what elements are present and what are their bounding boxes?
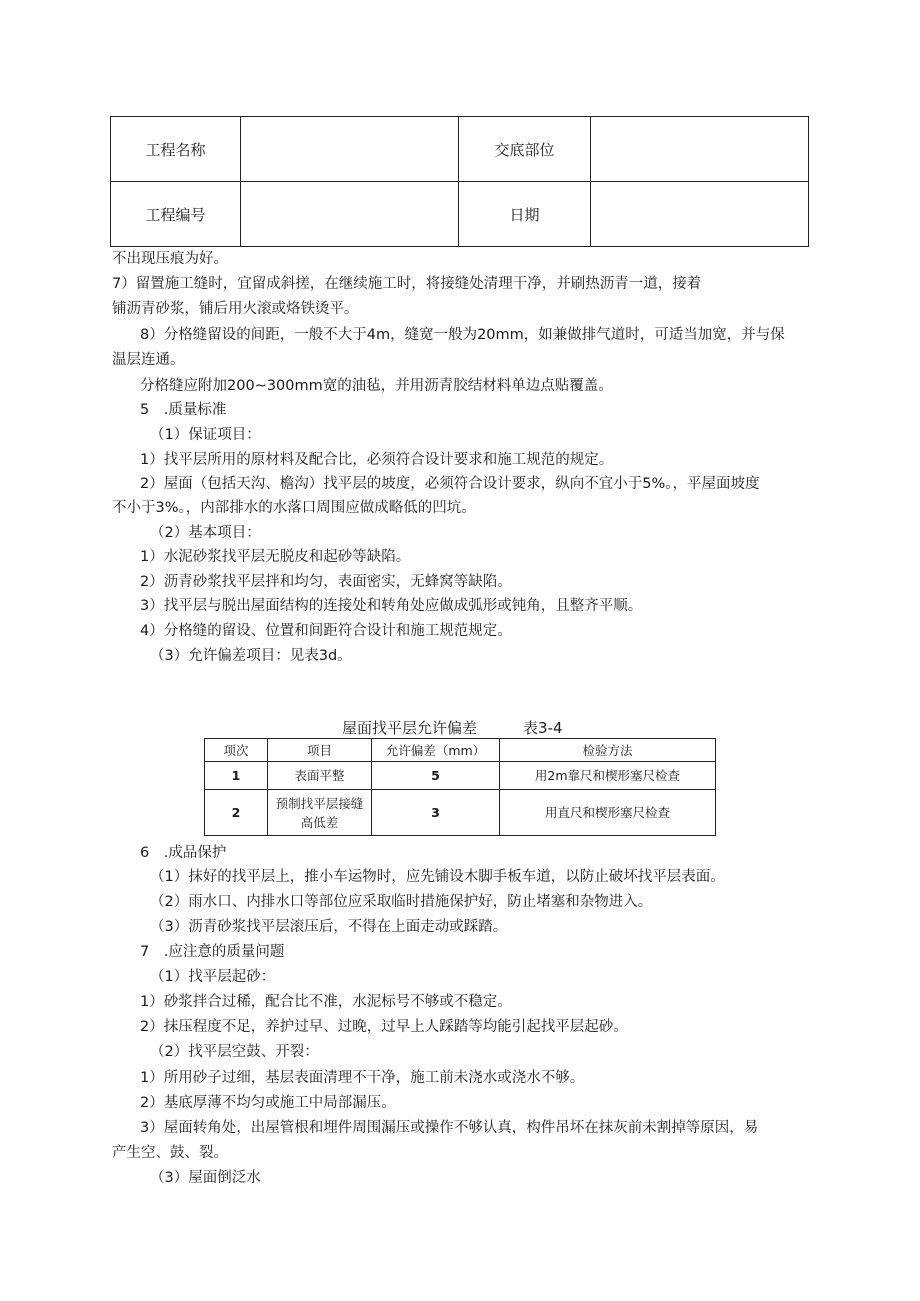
body-line: 1）找平层所用的原材料及配合比，必须符合设计要求和施工规范的规定。 (140, 452, 614, 468)
project-no-value (241, 182, 459, 247)
row-no: 1 (205, 762, 268, 790)
body-line: 2）抹压程度不足，养护过早、过晚，过早上人踩踏等均能引起找平层起砂。 (140, 1019, 628, 1035)
subsection-heading: （3）屋面倒泛水 (150, 1170, 261, 1186)
section-heading: 7 .应注意的质量问题 (140, 944, 285, 960)
row-tolerance: 5 (372, 762, 500, 790)
subsection-heading: （1）找平层起砂： (150, 969, 276, 985)
body-line: 分格缝应附加200~300mm宽的油毡，并用沥青胶结材料单边点贴覆盖。 (140, 378, 613, 394)
handover-part-label: 交底部位 (459, 117, 591, 182)
row-method: 用2m靠尺和楔形塞尺检查 (500, 762, 716, 790)
body-line: 2）屋面（包括天沟、檐沟）找平层的坡度，必须符合设计要求，纵向不宜小于5%。，平屋面坡度 (140, 476, 760, 492)
table-caption-title: 屋面找平层允许偏差 (342, 719, 478, 737)
section-heading: 5 .质量标准 (140, 402, 227, 418)
body-line: 1）砂浆拌合过稀，配合比不准，水泥标号不够或不稳定。 (140, 994, 512, 1010)
body-line: 8）分格缝留设的间距，一般不大于4m，缝宽一般为20mm，如兼做排气道时，可适当加宽，并与保 (140, 327, 785, 343)
body-line: 温层连通。 (112, 352, 185, 368)
date-label: 日期 (459, 182, 591, 247)
body-line: 1）所用砂子过细，基层表面清理不干净，施工前未浇水或浇水不够。 (140, 1070, 585, 1086)
deviation-table (204, 738, 716, 836)
col-header-no: 项次 (205, 739, 268, 762)
body-line: 铺沥青砂浆，铺后用火滚或烙铁烫平。 (112, 301, 359, 317)
row-item-line2: 高低差 (300, 814, 339, 830)
body-line: 不出现压痕为好。 (112, 251, 228, 267)
row-tolerance: 3 (372, 790, 500, 836)
date-value (591, 182, 809, 247)
row-item-line1: 预制找平层接缝 (275, 795, 364, 811)
subsection-heading: （3）允许偏差项目：见表3d。 (150, 648, 352, 664)
body-line: （2）雨水口、内排水口等部位应采取临时措施保护好，防止堵塞和杂物进入。 (150, 894, 653, 910)
header-table (110, 116, 809, 247)
subsection-heading: （1）保证项目： (150, 427, 261, 443)
body-line: 产生空、鼓、裂。 (112, 1145, 228, 1161)
project-name-value (241, 117, 459, 182)
table-row (205, 790, 716, 836)
body-line: 不小于3%。，内部排水的水落口周围应做成略低的凹坑。 (112, 500, 476, 516)
project-name-label: 工程名称 (111, 117, 241, 182)
deviation-table-header (205, 739, 716, 762)
col-header-method: 检验方法 (500, 739, 716, 762)
table-row (205, 762, 716, 790)
row-item (268, 790, 372, 836)
body-line: 3）屋面转角处，出屋管根和埋件周围漏压或操作不够认真，构件吊坏在抹灰前未割掉等原因，易 (140, 1120, 759, 1136)
body-line: 1）水泥砂浆找平层无脱皮和起砂等缺陷。 (140, 549, 411, 565)
body-line: 2）基底厚薄不均匀或施工中局部漏压。 (140, 1095, 396, 1111)
col-header-item: 项目 (268, 739, 372, 762)
body-line: 3）找平层与脱出屋面结构的连接处和转角处应做成弧形或钝角，且整齐平顺。 (140, 598, 643, 614)
row-item: 表面平整 (268, 762, 372, 790)
project-no-label: 工程编号 (111, 182, 241, 247)
col-header-tolerance: 允许偏差（mm） (372, 739, 500, 762)
table-caption (342, 717, 563, 738)
body-line: 7）留置施工缝时，宜留成斜搓，在继续施工时，将接缝处清理干净，并刷热沥青一道，接着 (112, 276, 702, 292)
body-line: 2）沥青砂浆找平层拌和均匀，表面密实，无蜂窝等缺陷。 (140, 574, 512, 590)
section-heading: 6 .成品保护 (140, 845, 227, 861)
subsection-heading: （2）找平层空鼓、开裂： (150, 1044, 319, 1060)
table-number: 表3-4 (523, 719, 563, 737)
handover-part-value (591, 117, 809, 182)
body-line: （1）抹好的找平层上，推小车运物时，应先铺设木脚手板车道，以防止破坏找平层表面。 (150, 869, 725, 885)
row-method: 用直尺和楔形塞尺检查 (500, 790, 716, 836)
row-no: 2 (205, 790, 268, 836)
body-line: 4）分格缝的留设、位置和间距符合设计和施工规范规定。 (140, 623, 512, 639)
subsection-heading: （2）基本项目： (150, 525, 261, 541)
body-line: （3）沥青砂浆找平层滚压后，不得在上面走动或踩踏。 (150, 919, 508, 935)
